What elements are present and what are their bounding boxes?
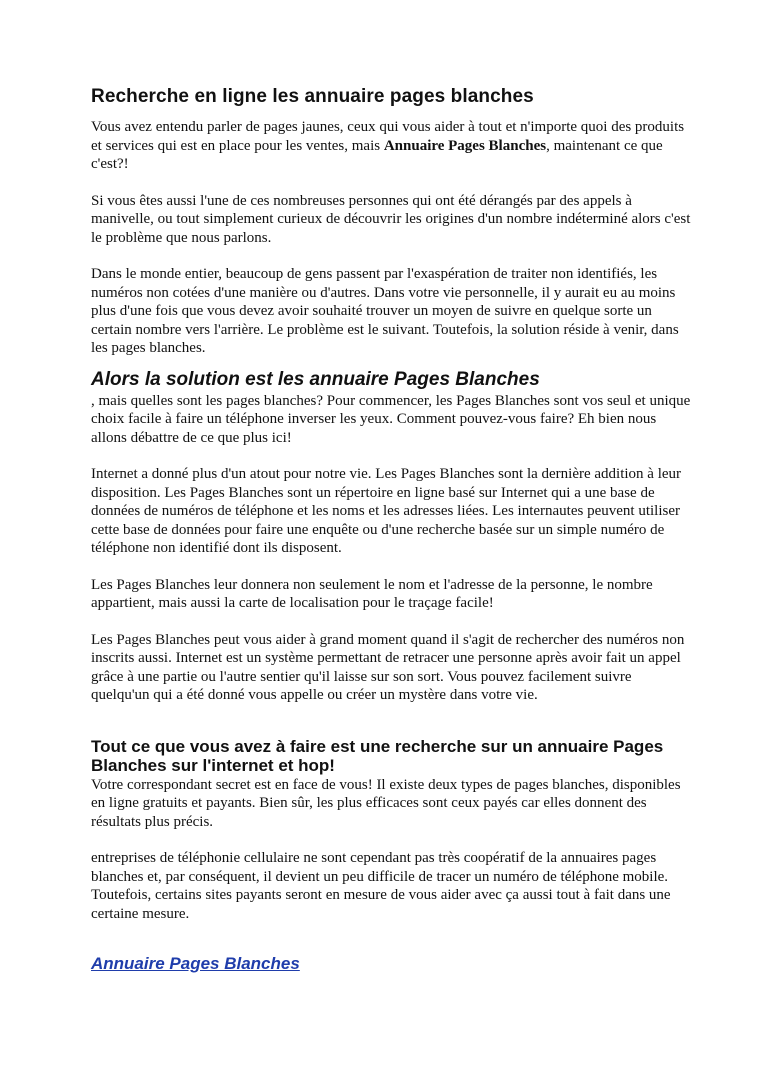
section2-paragraph-1: Votre correspondant secret est en face de vous! Il existe deux types de pages blanches, disponibles en ligne gratuits et payants. Bien sûr, les plus efficaces sont ceux payés car elles donnent des résultats plus précis.: [91, 776, 681, 830]
intro-p1-bold-term: Annuaire Pages Blanches: [383, 137, 547, 154]
intro-p1-end: , maintenant ce que c'est?!: [91, 137, 663, 172]
section2-heading: Tout ce que vous avez à faire est une recherche sur un annuaire Pages Blanches sur l'internet et hop!: [91, 736, 664, 775]
intro-paragraph-2: Si vous êtes aussi l'une de ces nombreuses personnes qui ont été dérangés par des appels à manivelle, ou tout simplement curieux de découvrir les origines d'un nombre indéterminé alors c'est le problème que nous parlons.: [91, 192, 691, 246]
section1-paragraph-2: Internet a donné plus d'un atout pour notre vie. Les Pages Blanches sont la dernière addition à leur disposition. Les Pages Blanches sont un répertoire en ligne basé sur Internet qui a une base de données de numéros de téléphone et les noms et les adresses liées. Les internautes peuvent utiliser cette base de données pour faire une enquête ou d'une recherche basée sur un simple numéro de téléphone non identifié dont ils disposent.: [91, 466, 682, 556]
intro-paragraph-1: [91, 118, 691, 174]
section1-paragraph-3: Les Pages Blanches leur donnera non seulement le nom et l'adresse de la personne, le nombre appartient, mais aussi la carte de localisation pour le traçage facile!: [91, 576, 653, 611]
section1-paragraph-4: Les Pages Blanches peut vous aider à grand moment quand il s'agit de rechercher des numéros non inscrits aussi. Internet est un système permettant de retracer une personne après avoir fait un appel grâce à une partie ou l'autre sentier qu'il laisse sur son sort. Vous pouvez facilement suivre quelqu'un qui a été donné vous appelle ou créer un mystère dans votre vie.: [91, 631, 685, 703]
intro-p1-start: Vous avez entendu parler de pages jaunes, ceux qui vous aider à tout et n'importe quoi des produits et services qui est en place pour les ventes, mais: [91, 119, 685, 154]
annuaire-pages-blanches-link[interactable]: Annuaire Pages Blanches: [91, 954, 300, 973]
page-title: Recherche en ligne les annuaire pages blanches: [91, 86, 534, 107]
section1-heading: Alors la solution est les annuaire Pages Blanches: [91, 368, 540, 390]
document-page: [91, 84, 691, 975]
section2-paragraph-2: entreprises de téléphonie cellulaire ne sont cependant pas très coopératif de la annuaires pages blanches et, par conséquent, il devient un peu difficile de tracer un numéro de téléphone mobile. Toutefois, certains sites payants seront en mesure de vous aider avec ça aussi tout à fait dans une certaine mesure.: [91, 850, 671, 922]
intro-paragraph-3: Dans le monde entier, beaucoup de gens passent par l'exaspération de traiter non identifiés, les numéros non cotées d'une manière ou d'autres. Dans votre vie personnelle, il y aurait eu au moins plus d'une fois que vous devez avoir souhaité trouver un moyen de suivre en quelque sorte un certain nombre vers l'arrière. Le problème est le suivant. Toutefois, la solution réside à venir, dans les pages blanches.: [91, 266, 679, 356]
section1-paragraph-1: , mais quelles sont les pages blanches? Pour commencer, les Pages Blanches sont vos seul et unique choix facile à faire un téléphone inverser les yeux. Comment pouvez-vous faire? Eh bien nous allons débattre de ce que plus ici!: [91, 392, 691, 446]
